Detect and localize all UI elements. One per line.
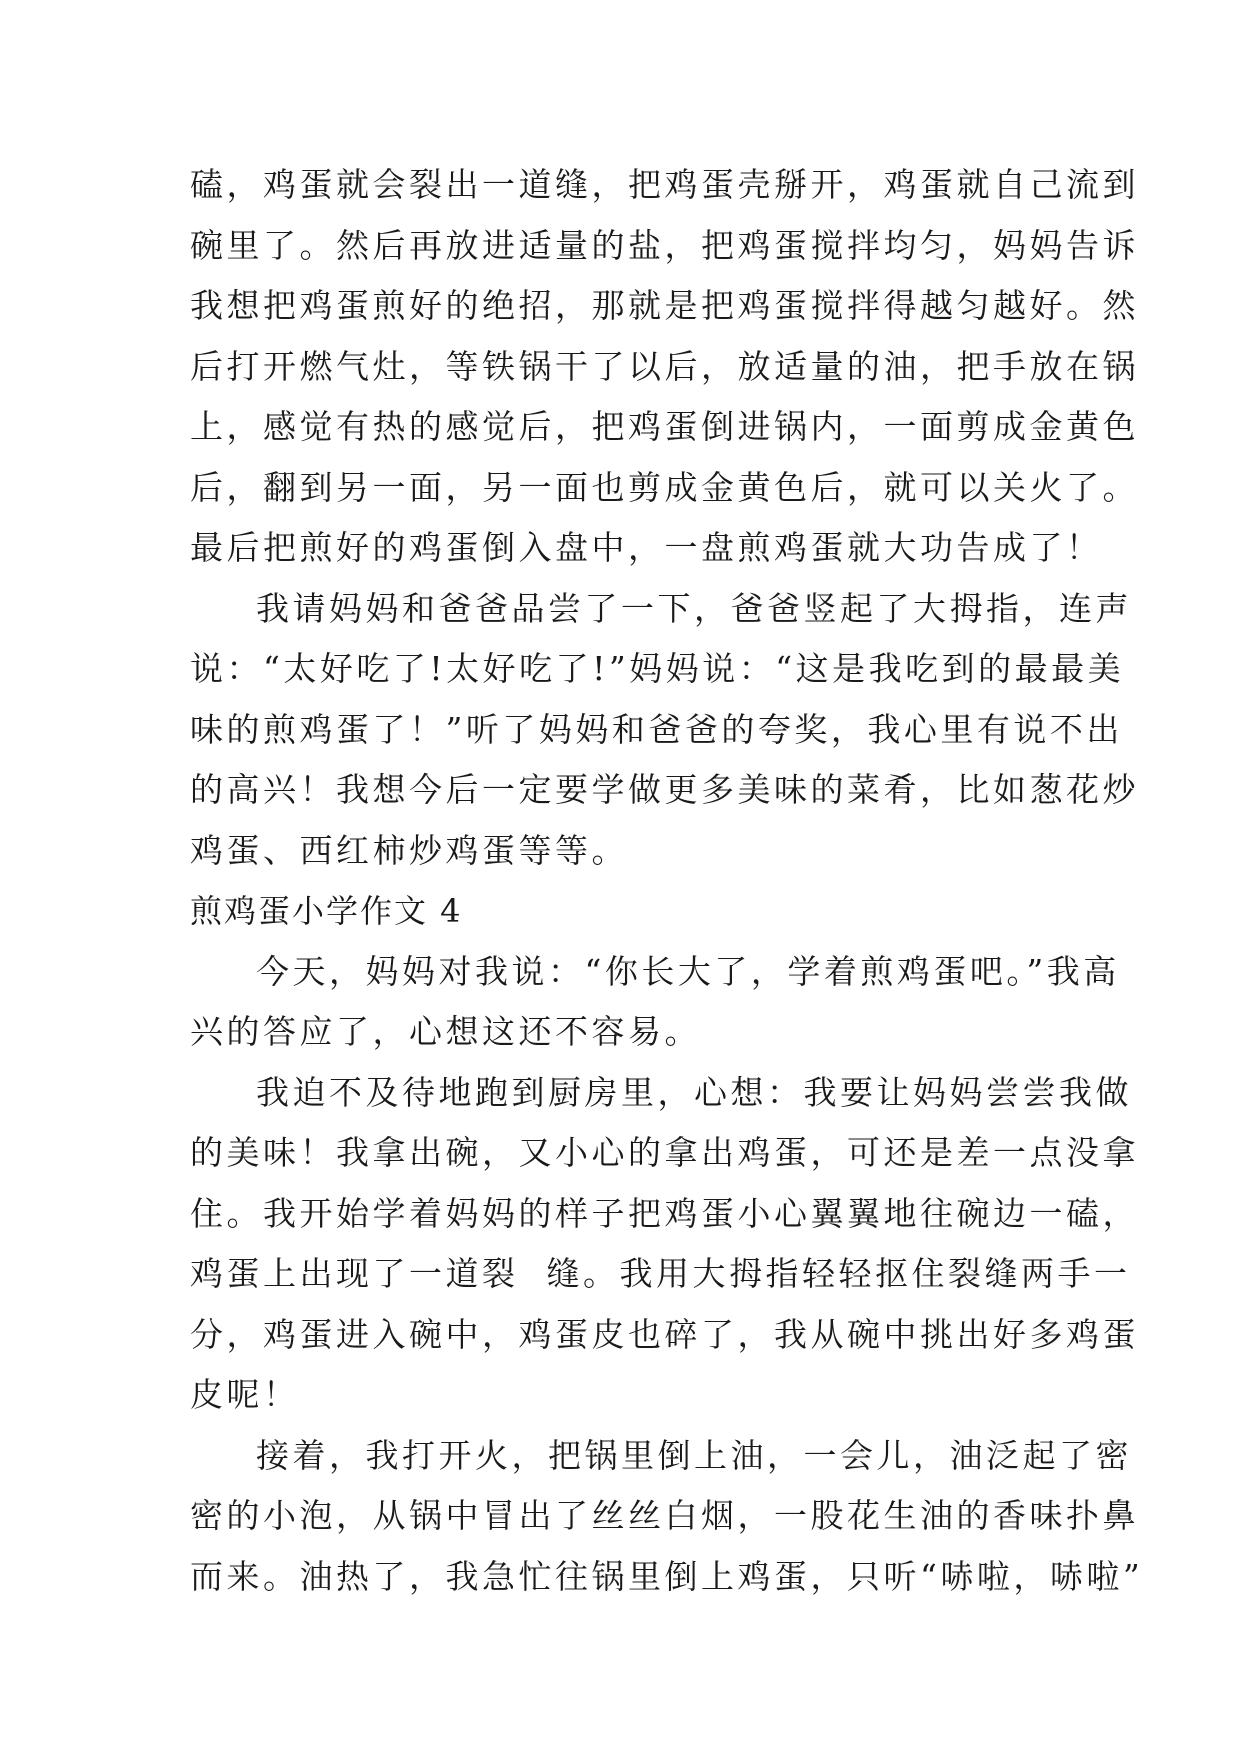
paragraph-line: 我请妈妈和爸爸品尝了一下，爸爸竖起了大拇指，连声	[256, 588, 1132, 628]
paragraph-line: 今天，妈妈对我说：“你长大了，学着煎鸡蛋吧。”我高	[256, 951, 1120, 991]
paragraph-line: 我迫不及待地跑到厨房里，心想：我要让妈妈尝尝我做	[256, 1072, 1132, 1112]
essay-body	[190, 155, 1144, 1607]
paragraph-line: 后，翻到另一面，另一面也剪成金黄色后，就可以关火了。	[190, 467, 1139, 507]
paragraph-line: 鸡蛋、西红柿炒鸡蛋等等。	[190, 830, 628, 870]
paragraph-line: 最后把煎好的鸡蛋倒入盘中，一盘煎鸡蛋就大功告成了！	[190, 528, 1103, 567]
paragraph-line: 的美味！我拿出碗，又小心的拿出鸡蛋，可还是差一点没拿	[190, 1133, 1139, 1172]
paragraph-line: 上，感觉有热的感觉后，把鸡蛋倒进锅内，一面剪成金黄色	[190, 407, 1139, 446]
paragraph-line: 说：“太好吃了!太好吃了!”妈妈说：“这是我吃到的最最美	[190, 649, 1125, 688]
paragraph-line: 鸡蛋上出现了一道裂 缝。我用大拇指轻轻抠住裂缝两手一	[190, 1254, 1131, 1293]
paragraph-line: 味的煎鸡蛋了！”听了妈妈和爸爸的夸奖，我心里有说不出	[190, 709, 1123, 749]
paragraph-line: 碗里了。然后再放进适量的盐，把鸡蛋搅拌均匀，妈妈告诉	[190, 225, 1139, 265]
paragraph-line: 后打开燃气灶，等铁锅干了以后，放适量的油，把手放在锅	[190, 346, 1139, 386]
paragraph-line: 密的小泡，从锅中冒出了丝丝白烟，一股花生油的香味扑鼻	[190, 1496, 1139, 1535]
section-heading: 煎鸡蛋小学作文 4	[190, 892, 463, 930]
paragraph-line: 磕，鸡蛋就会裂出一道缝，把鸡蛋壳掰开，鸡蛋就自己流到	[190, 165, 1139, 204]
paragraph-line: 我想把鸡蛋煎好的绝招，那就是把鸡蛋搅拌得越匀越好。然	[190, 286, 1139, 325]
paragraph-line: 接着，我打开火，把锅里倒上油，一会儿，油泛起了密	[256, 1435, 1132, 1475]
paragraph-line: 兴的答应了，心想这还不容易。	[190, 1012, 701, 1051]
paragraph-line: 皮呢！	[190, 1375, 300, 1414]
paragraph-line: 住。我开始学着妈妈的样子把鸡蛋小心翼翼地往碗边一磕，	[190, 1193, 1139, 1233]
paragraph-line: 而来。油热了，我急忙往锅里倒上鸡蛋，只听“哧啦，哧啦”	[190, 1556, 1144, 1596]
paragraph-line: 的高兴！我想今后一定要学做更多美味的菜肴，比如葱花炒	[190, 770, 1139, 809]
paragraph-line: 分，鸡蛋进入碗中，鸡蛋皮也碎了，我从碗中挑出好多鸡蛋	[190, 1314, 1139, 1354]
